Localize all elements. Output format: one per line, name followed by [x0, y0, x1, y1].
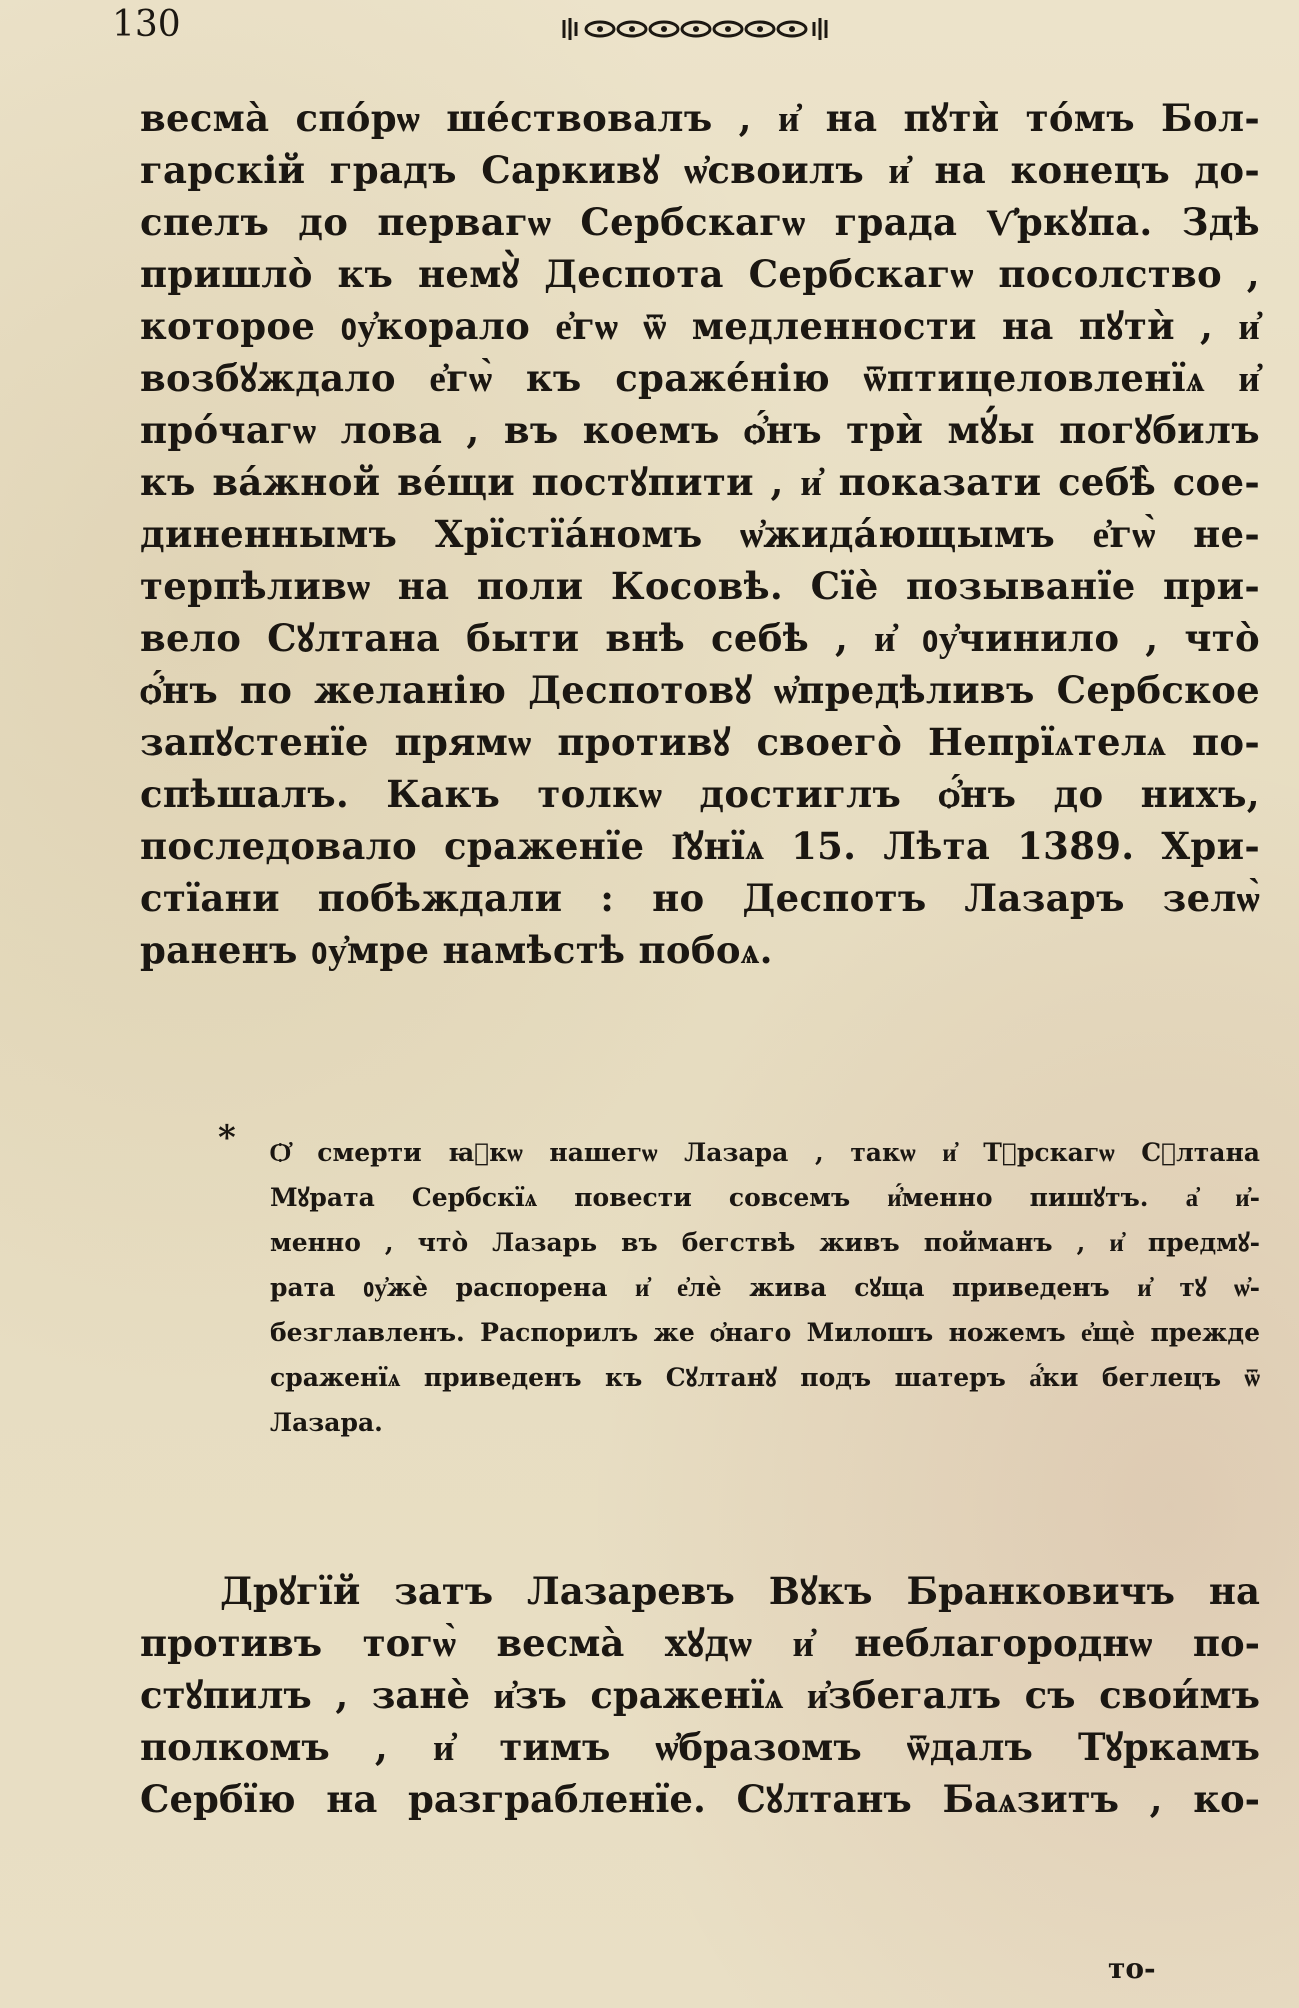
text-line: диненнымъ Хрїстїа́номъ ѡ҆жида́ющымъ е҆гѡ̀ не-	[140, 512, 1260, 556]
text-line: которое ᲂу҆корало е҆гѡ ѿ медленности на пꙋтѝ , и҆	[140, 304, 1260, 348]
text-line: последовало сраженїе І҆ꙋнїѧ 15. Лѣта 1389. Хри-	[140, 824, 1260, 868]
catchword: то-	[1108, 1952, 1156, 1985]
page-number: 130	[112, 4, 181, 45]
text-line: весма̀ спо́рѡ ше́ствовалъ , и҆ на пꙋтѝ то́мъ Бол-	[140, 96, 1260, 140]
footnote-line: рата ᲂу҆жѐ распорена и҆ е҆лѐ жива сꙋща приведенъ и҆ тꙋ ѡ҆-	[270, 1273, 1260, 1302]
text-line: противъ тогѡ̀ весма̀ хꙋдѡ и҆ неблагороднѡ по-	[140, 1621, 1260, 1665]
text-line: полкомъ , и҆ тимъ ѡ҆бразомъ ѿдалъ Тꙋркамъ	[140, 1725, 1260, 1769]
text-line: терпѣливѡ на поли Косовѣ. Сїѐ позыванїе при-	[140, 564, 1260, 608]
header-ornament-icon	[560, 16, 830, 42]
text-line: Сербїю на разграбленїе. Сꙋлтанъ Баѧзитъ , ко-	[140, 1777, 1260, 1821]
footnote-line: Лазара.	[270, 1408, 383, 1437]
text-line: ѻ҆́нъ по желанію Деспотовꙋ ѡ҆предѣливъ Сербское	[140, 668, 1260, 712]
text-line: вело Сꙋлтана быти внѣ себѣ , и҆ ᲂу҆чинило , что̀	[140, 616, 1260, 660]
text-line: раненъ ᲂу҆мре намѣстѣ побоѧ.	[140, 928, 773, 972]
footnote-line: безглавленъ. Распорилъ же ѻ҆наго Милошъ ножемъ е҆щѐ прежде	[270, 1318, 1260, 1347]
text-line: спѣшалъ. Какъ толкѡ достиглъ ѻ҆́нъ до нихъ,	[140, 772, 1260, 816]
text-line: стꙋпилъ , занѐ и҆зъ сраженїѧ и҆збегалъ съ свои́мъ	[140, 1673, 1260, 1717]
footnote-line: сраженїѧ приведенъ къ Сꙋлтанꙋ подъ шатеръ а҆́ки беглецъ ѿ	[270, 1363, 1260, 1392]
footnote-line: Мꙋрата Сербскїѧ повести совсемъ и҆́менно пишꙋтъ. а҆ и҆-	[270, 1183, 1260, 1212]
text-line: гарскій градъ Саркивꙋ ѡ҆своилъ и҆ на конецъ до-	[140, 148, 1260, 192]
main-text-continued	[140, 1565, 1260, 1825]
text-line: пришло̀ къ немꙋ̀ Деспота Сербскагѡ посолство ,	[140, 252, 1260, 296]
main-text	[140, 92, 1260, 976]
text-line: спелъ до первагѡ Сербскагѡ града Ѵ҆ркꙋпа. Здѣ	[140, 200, 1260, 244]
text-line: Дрꙋгїй затъ Лазаревъ Вꙋкъ Бранковичъ на	[220, 1569, 1260, 1613]
footnote-marker: *	[218, 1118, 236, 1158]
footnote-line: менно , что̀ Лазарь въ бегствѣ живъ пойманъ , и҆ предмꙋ-	[270, 1228, 1260, 1257]
text-line: возбꙋждало е҆гѡ̀ къ сраже́нію ѿптицеловленїѧ и҆	[140, 356, 1260, 400]
footnote	[270, 1130, 1260, 1445]
text-line: къ ва́жной ве́щи постꙋпити , и҆ показати себѣ̀ сое-	[140, 460, 1260, 504]
text-line: про́чагѡ лова , въ коемъ ѻ҆́нъ трѝ мꙋ́ы погꙋбилъ	[140, 408, 1260, 452]
text-line: стїани побѣждали : но Деспотъ Лазаръ зелѡ̀	[140, 876, 1260, 920]
footnote-line: Ѻ҆ смерти ꙗ҆кѡ нашегѡ Лазара , такѡ и҆ Тꙋрскагѡ Сꙋлтана	[270, 1138, 1260, 1167]
text-line: запꙋстенїе прямѡ противꙋ своего̀ Непрїѧтелѧ по-	[140, 720, 1260, 764]
